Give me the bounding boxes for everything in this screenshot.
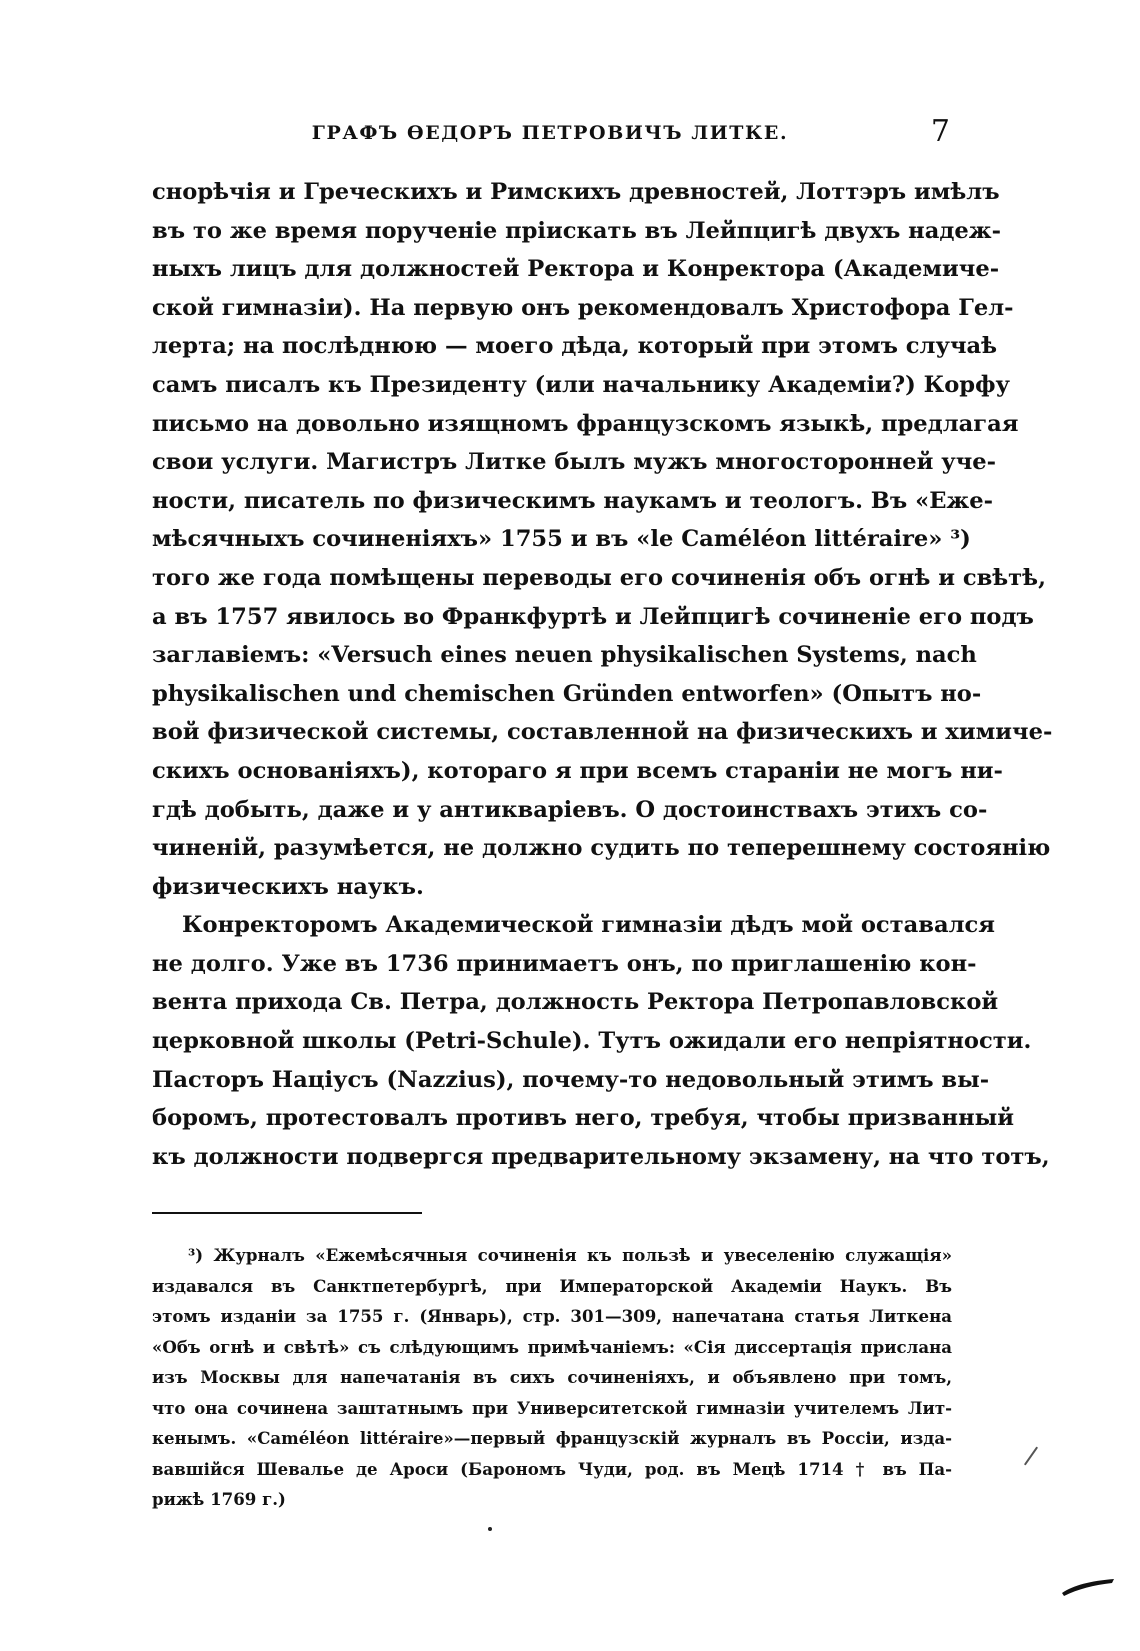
text-line: ской гимназіи). На первую онъ рекомендовалъ Христофора Гел-	[152, 294, 1014, 321]
text-line: ныхъ лицъ для должностей Ректора и Конректора (Академиче-	[152, 256, 1000, 283]
text-line: чиненій, разумѣется, не должно судить по теперешнему состоянію	[152, 835, 1051, 862]
text-line: лерта; на послѣднюю — моего дѣда, который при этомъ случаѣ	[152, 333, 998, 360]
text-line: physikalischen und chemischen Gründen entworfen» (Опытъ но-	[152, 680, 982, 707]
text-line: того же года помѣщены переводы его сочиненія объ огнѣ и свѣтѣ,	[152, 564, 1046, 591]
text-line: снорѣчія и Греческихъ и Римскихъ древностей, Лоттэръ имѣлъ	[152, 179, 1000, 205]
text-line: физическихъ наукъ.	[152, 873, 424, 900]
text-line: самъ писалъ къ Президенту (или начальнику Академіи?) Корфу	[152, 371, 1010, 398]
ink-speck	[1024, 1446, 1038, 1465]
body-text	[152, 173, 1053, 1176]
footnote-line: ³) Журналъ «Ежемѣсячныя сочиненія къ пользѣ и увеселенію служащія»	[188, 1245, 952, 1265]
text-line: къ должности подвергся предварительному экзамену, на что тотъ,	[152, 1143, 1050, 1170]
text-line: а въ 1757 явилось во Франкфуртѣ и Лейпцигѣ сочиненіе его подъ	[152, 603, 1034, 630]
footnotes	[152, 1240, 952, 1515]
text-line: вента прихода Св. Петра, должность Ректора Петропавловской	[152, 989, 999, 1016]
text-line: вой физической системы, составленной на физическихъ и химиче-	[152, 719, 1053, 746]
text-line: боромъ, протестовалъ противъ него, требуя, чтобы призванный	[152, 1105, 1015, 1132]
text-line: Пасторъ Націусъ (Nazzius), почему-то недовольный этимъ вы-	[152, 1066, 990, 1093]
text-line: письмо на довольно изящномъ французскомъ языкѣ, предлагая	[152, 410, 1019, 437]
pen-stroke-mark	[1060, 1575, 1116, 1597]
running-title: ГРАФЪ ѲЕДОРЪ ПЕТРОВИЧЪ ЛИТКЕ.	[311, 122, 789, 144]
text-line: заглавіемъ: «Versuch eines neuen physikalischen Systems, nach	[152, 642, 977, 669]
text-line: мѣсячныхъ сочиненіяхъ» 1755 и въ «le Caméléon littéraire» ³)	[152, 526, 971, 553]
footnote-line: изъ Москвы для напечатанія въ сихъ сочиненіяхъ, и объявлено при томъ,	[152, 1367, 952, 1387]
footnote-line: рижѣ 1769 г.)	[152, 1489, 286, 1509]
footnote-line: кенымъ. «Caméléon littéraire»—первый французскій журналъ въ Россіи, изда-	[152, 1428, 952, 1448]
text-line: не долго. Уже въ 1736 принимаетъ онъ, по приглашенію кон-	[152, 950, 977, 977]
text-line: свои услуги. Магистръ Литке былъ мужъ многосторонней уче-	[152, 449, 997, 476]
text-line: гдѣ добыть, даже и у антикваріевъ. О достоинствахъ этихъ со-	[152, 796, 988, 823]
page-number: 7	[930, 114, 950, 149]
footnote-line: вавшійся Шевалье де Ароси (Барономъ Чуди, род. въ Мецѣ 1714 † въ Па-	[152, 1458, 952, 1479]
footnote-divider	[152, 1212, 422, 1214]
text-line: скихъ основаніяхъ), котораго я при всемъ стараніи не могъ ни-	[152, 757, 1003, 784]
text-line: церковной школы (Petri-Schule). Тутъ ожидали его непріятности.	[152, 1028, 1032, 1055]
footnote-line: этомъ изданіи за 1755 г. (Январь), стр. 301—309, напечатана статья Литкена	[152, 1306, 952, 1326]
ink-speck	[488, 1527, 492, 1531]
footnote-line: что она сочинена заштатнымъ при Университетской гимназіи учителемъ Лит-	[152, 1397, 952, 1418]
footnote-line: «Объ огнѣ и свѣтѣ» съ слѣдующимъ примѣчаніемъ: «Сія диссертація прислана	[152, 1336, 952, 1357]
running-head	[150, 114, 950, 152]
footnote-line: издавался въ Санктпетербургѣ, при Императорской Академіи Наукъ. Въ	[152, 1275, 952, 1296]
text-line: Конректоромъ Академической гимназіи дѣдъ мой оставался	[182, 912, 995, 939]
text-line: ности, писатель по физическимъ наукамъ и теологъ. Въ «Еже-	[152, 487, 993, 514]
text-line: въ то же время порученіе пріискать въ Лейпцигѣ двухъ надеж-	[152, 217, 1001, 244]
